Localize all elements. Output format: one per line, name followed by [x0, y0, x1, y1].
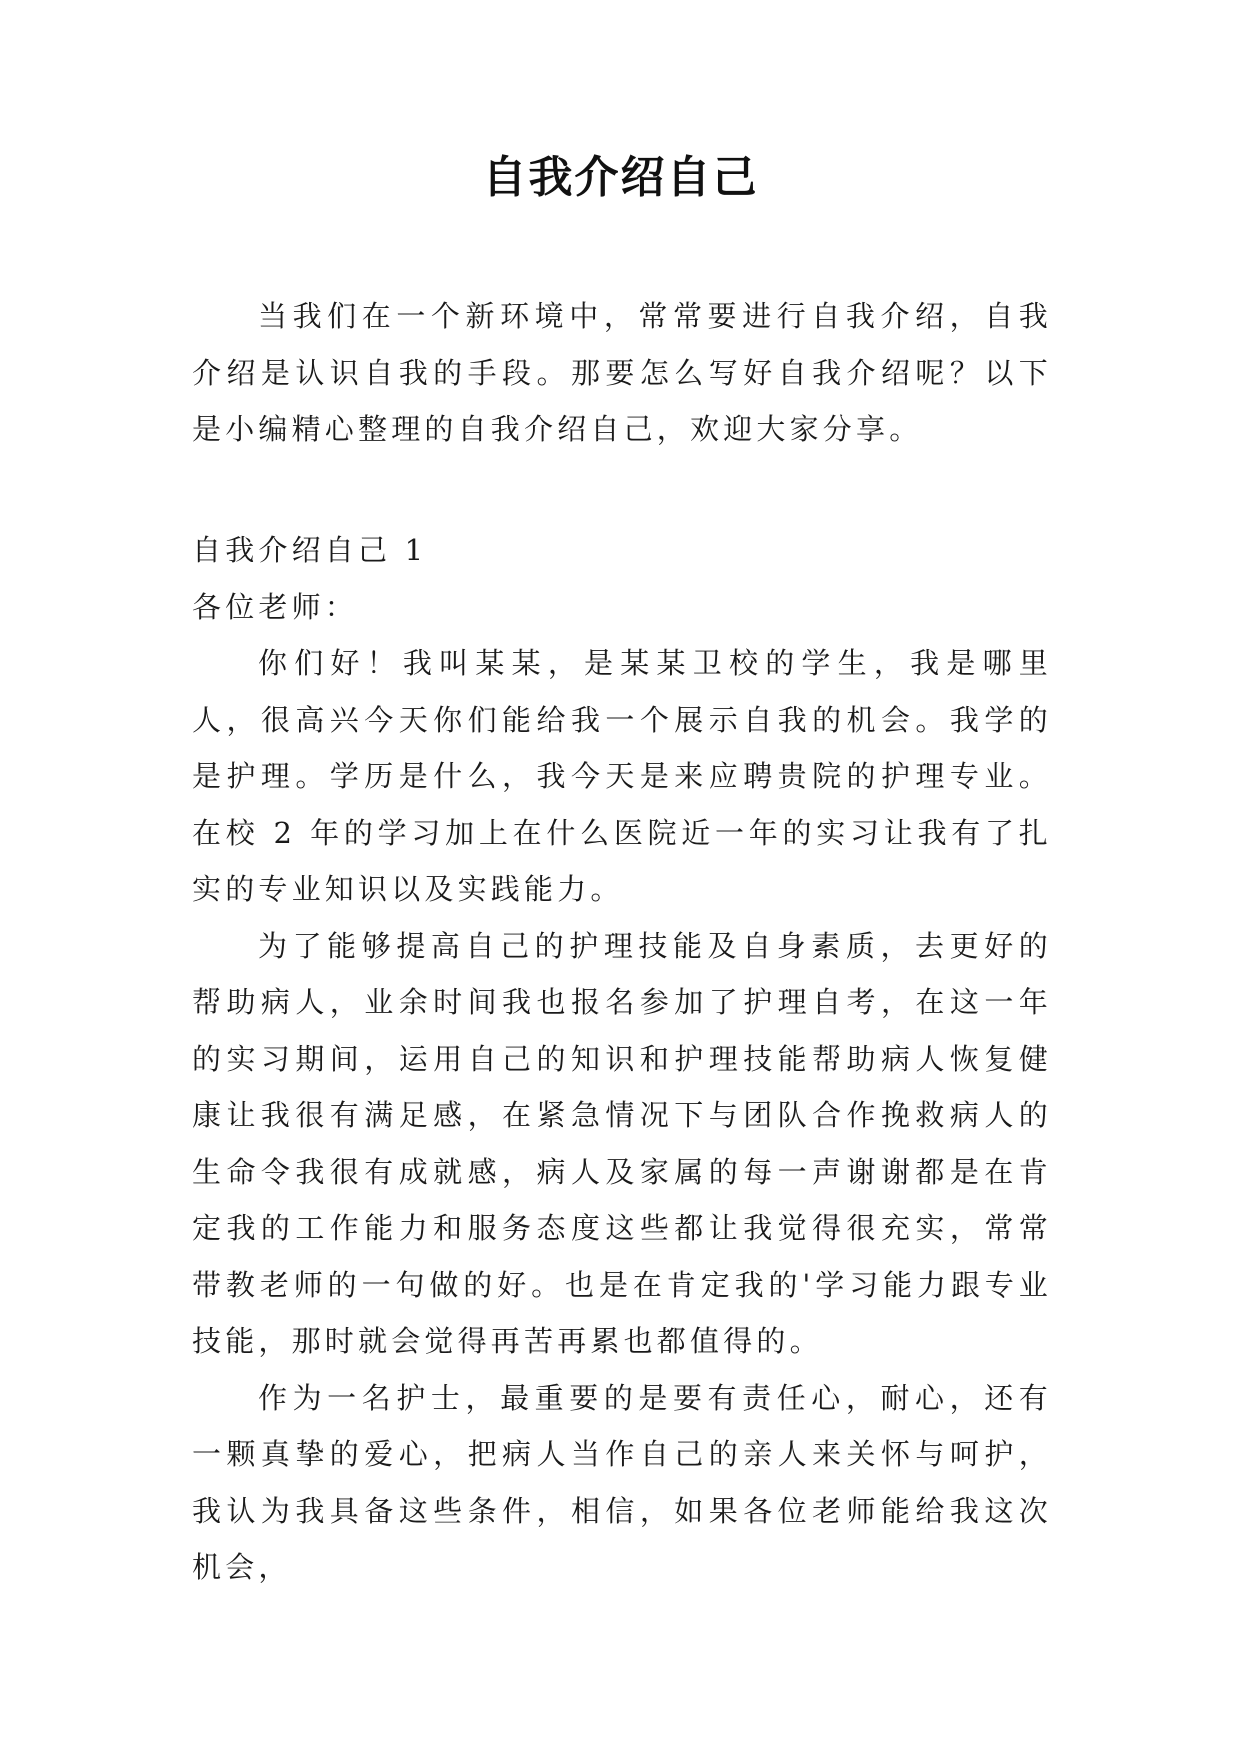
body-paragraph: 你们好！我叫某某，是某某卫校的学生，我是哪里人，很高兴今天你们能给我一个展示自我的机会。我学的是护理。学历是什么，我今天是来应聘贵院的护理专业。在校 2 年的学习加上在什么医院近一年的实习让我有了扎实的专业知识以及实践能力。 — [192, 646, 1052, 906]
document-title: 自我介绍自己 — [482, 152, 759, 203]
body-paragraph: 为了能够提高自己的护理技能及自身素质，去更好的帮助病人，业余时间我也报名参加了护理自考，在这一年的实习期间，运用自己的知识和护理技能帮助病人恢复健康让我很有满足感，在紧急情况下与团队合作挽救病人的生命令我很有成就感，病人及家属的每一声谢谢都是在肯定我的工作能力和服务态度这些都让我觉得很充实，常常带教老师的一句做的好。也是在肯定我的'学习能力跟专业技能，那时就会觉得再苦再累也都值得的。 — [192, 928, 1052, 1358]
intro-block — [192, 288, 1052, 458]
intro-paragraph: 当我们在一个新环境中，常常要进行自我介绍，自我介绍是认识自我的手段。那要怎么写好自我介绍呢？以下是小编精心整理的自我介绍自己，欢迎大家分享。 — [192, 299, 1052, 446]
body-paragraph: 作为一名护士，最重要的是要有责任心，耐心，还有一颗真挚的爱心，把病人当作自己的亲人来关怀与呵护，我认为我具备这些条件，相信，如果各位老师能给我这次机会， — [192, 1380, 1052, 1584]
salutation: 各位老师： — [192, 589, 359, 624]
section-block — [192, 522, 1052, 1596]
section-heading: 自我介绍自己 1 — [192, 533, 428, 567]
